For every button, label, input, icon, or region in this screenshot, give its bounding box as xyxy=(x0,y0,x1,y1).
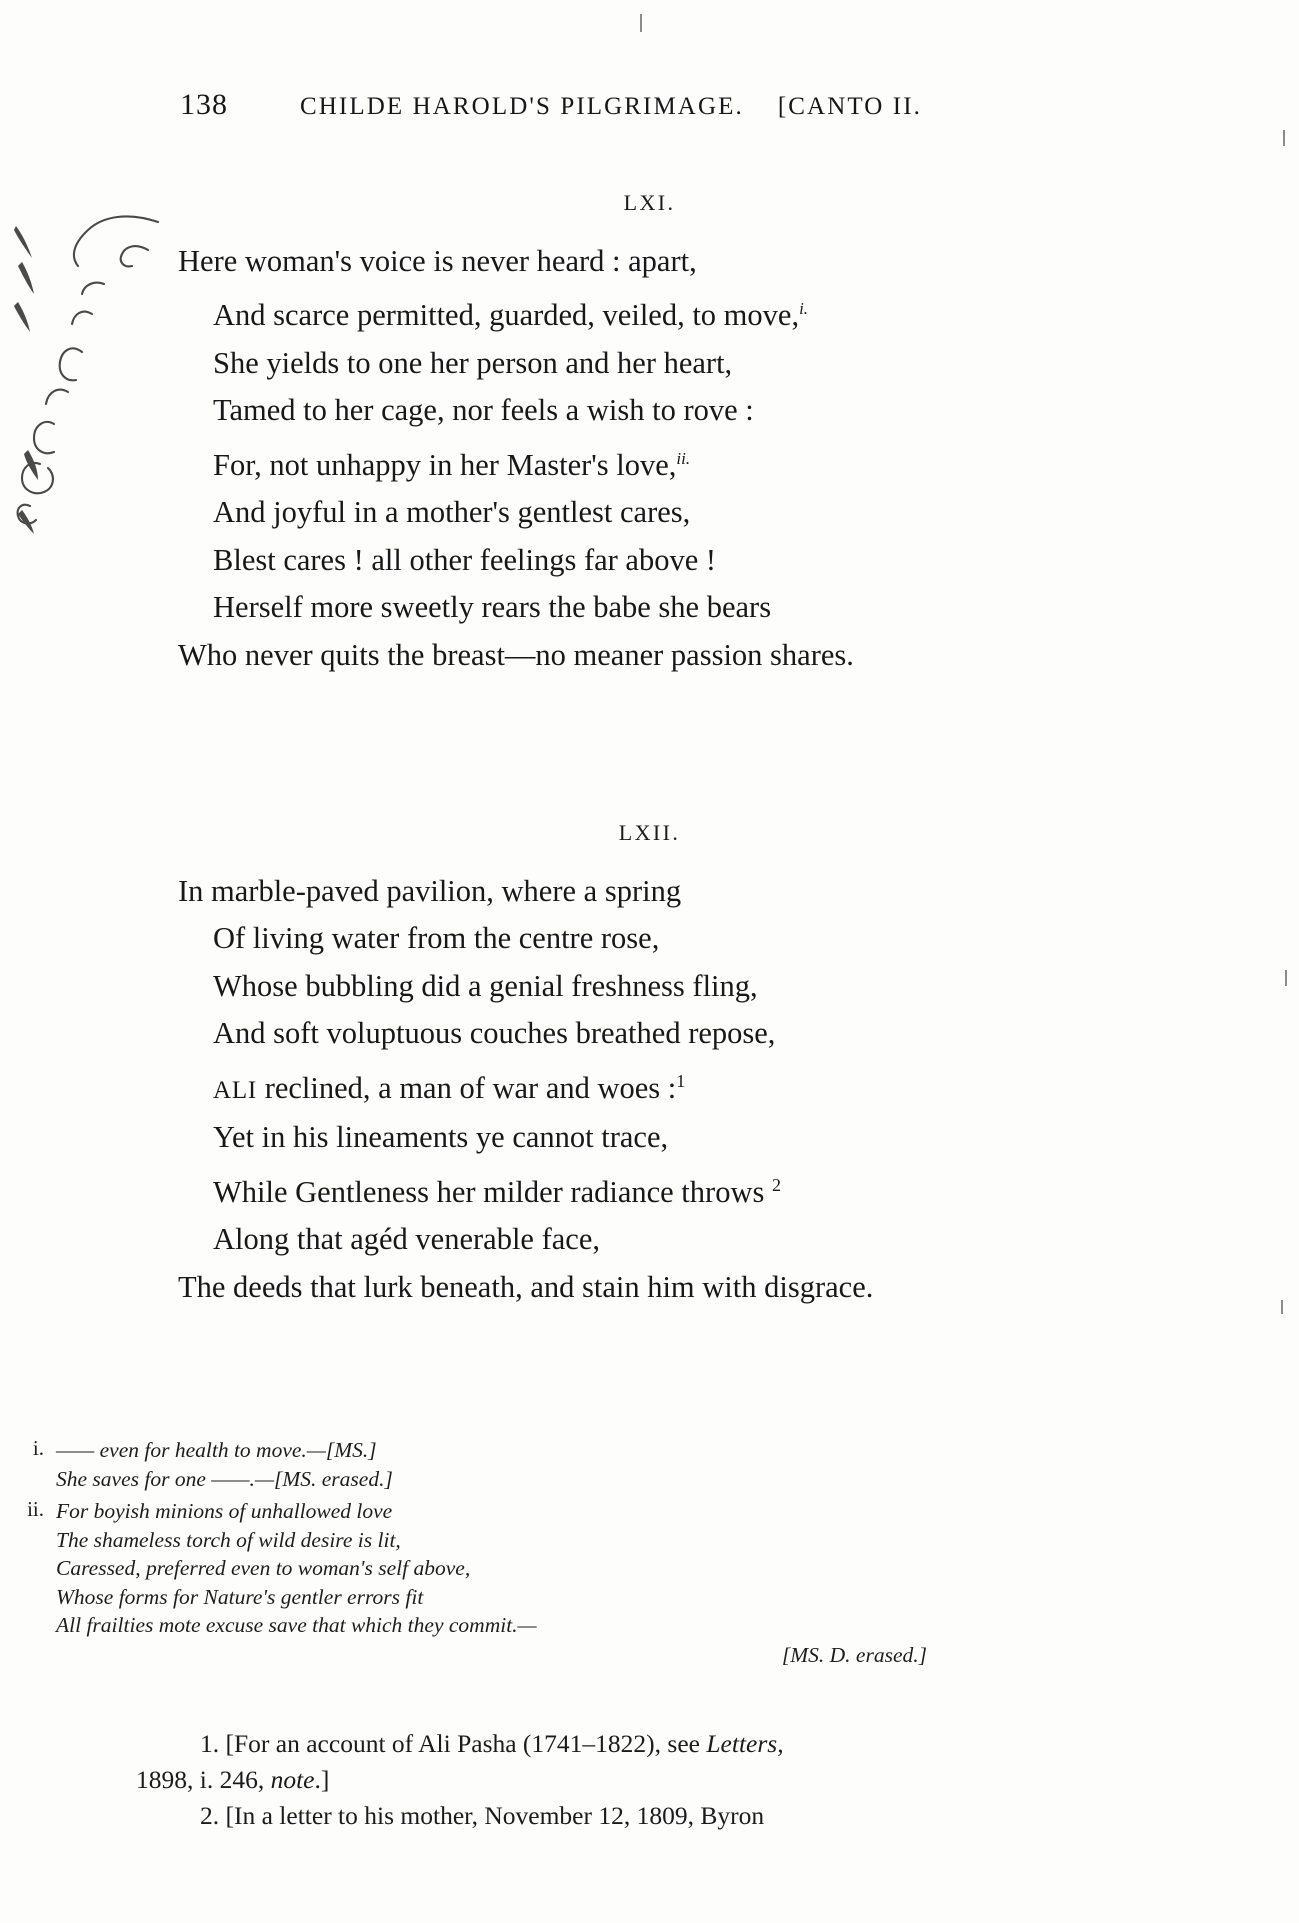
ms-note-line: —— even for health to move.—[MS.] xyxy=(56,1438,377,1462)
ms-note xyxy=(0,1497,1299,1640)
running-canto: [CANTO II. xyxy=(777,93,922,120)
scan-tick-top xyxy=(640,14,642,32)
running-head xyxy=(180,88,1140,124)
ms-note-line: All frailties mote excuse save that which they commit.— xyxy=(56,1613,537,1637)
running-title: CHILDE HAROLD'S PILGRIMAGE. xyxy=(300,93,744,120)
verse-line: Blest cares ! all other feelings far above ! xyxy=(213,542,717,577)
ms-variant-notes xyxy=(0,1436,1299,1670)
ms-note xyxy=(0,1436,1299,1493)
verse-line: ALI reclined, a man of war and woes :$^1$ xyxy=(213,1070,686,1105)
note-marker: i. xyxy=(799,299,809,319)
stanza-number: LXI. xyxy=(623,190,676,215)
editorial-note-text: 1. [For an account of Ali Pasha (1741–1822), see xyxy=(200,1729,707,1758)
ms-note-attribution: [MS. D. erased.] xyxy=(781,1642,927,1667)
ms-note-line: Caressed, preferred even to woman's self above, xyxy=(56,1556,471,1580)
stanza-number: LXII. xyxy=(618,820,681,845)
ms-note-marker: i. xyxy=(32,1436,44,1460)
note-marker: ii. xyxy=(676,448,691,468)
ms-note-marker: ii. xyxy=(27,1497,44,1521)
verse-line: For, not unhappy in her Master's love,$^{ii.}$ xyxy=(213,447,691,482)
verse-line: Yet in his lineaments ye cannot trace, xyxy=(213,1120,669,1155)
ms-note-line: The shameless torch of wild desire is lit, xyxy=(56,1527,401,1552)
editorial-note-continuation: 1898, i. 246, note.] xyxy=(136,1765,330,1794)
editorial-notes xyxy=(0,1726,1299,1834)
note-marker: 1 xyxy=(676,1070,686,1091)
ms-note-line: Whose forms for Nature's gentler errors fit xyxy=(56,1584,424,1609)
stanza-lxii xyxy=(0,820,1299,1311)
note-marker: 2 xyxy=(771,1174,781,1195)
editorial-note xyxy=(0,1726,1299,1798)
verse-line: And scarce permitted, guarded, veiled, to move,$^{i.}$ xyxy=(213,298,809,333)
editorial-note-text: 2. [In a letter to his mother, November 12, 1809, Byron xyxy=(200,1801,765,1830)
verse-line: Along that agéd venerable face, xyxy=(213,1222,600,1257)
verse-line: Who never quits the breast—no meaner passion shares. xyxy=(178,637,854,672)
verse-line: While Gentleness her milder radiance throws $^2$ xyxy=(213,1174,781,1209)
verse-line: The deeds that lurk beneath, and stain him with disgrace. xyxy=(178,1269,874,1304)
verse-line: Tamed to her cage, nor feels a wish to rove : xyxy=(213,393,754,428)
verse-line: She yields to one her person and her heart, xyxy=(213,345,733,380)
ms-note-line: She saves for one ——.—[MS. erased.] xyxy=(56,1466,393,1491)
stanza-lxi xyxy=(0,190,1299,679)
editorial-note xyxy=(0,1798,1299,1834)
verse-line: Here woman's voice is never heard : apart, xyxy=(178,244,697,278)
ms-note-body xyxy=(56,1436,393,1493)
verse-line: In marble-paved pavilion, where a spring xyxy=(178,874,682,908)
verse-line: And joyful in a mother's gentlest cares, xyxy=(213,495,691,530)
verse-line: Of living water from the centre rose, xyxy=(213,921,660,956)
verse-line: Whose bubbling did a genial freshness fling, xyxy=(213,968,758,1003)
verse-line: Herself more sweetly rears the babe she bears xyxy=(213,590,772,625)
verse-line: And soft voluptuous couches breathed repose, xyxy=(213,1016,776,1051)
small-caps-name: ALI xyxy=(213,1076,258,1104)
editorial-note-citation: Letters, xyxy=(706,1729,784,1758)
ms-note-line: For boyish minions of unhallowed love xyxy=(56,1499,393,1523)
scan-tick-right-upper xyxy=(1283,130,1285,146)
page-number: 138 xyxy=(180,88,228,121)
ms-note-body xyxy=(56,1497,537,1640)
